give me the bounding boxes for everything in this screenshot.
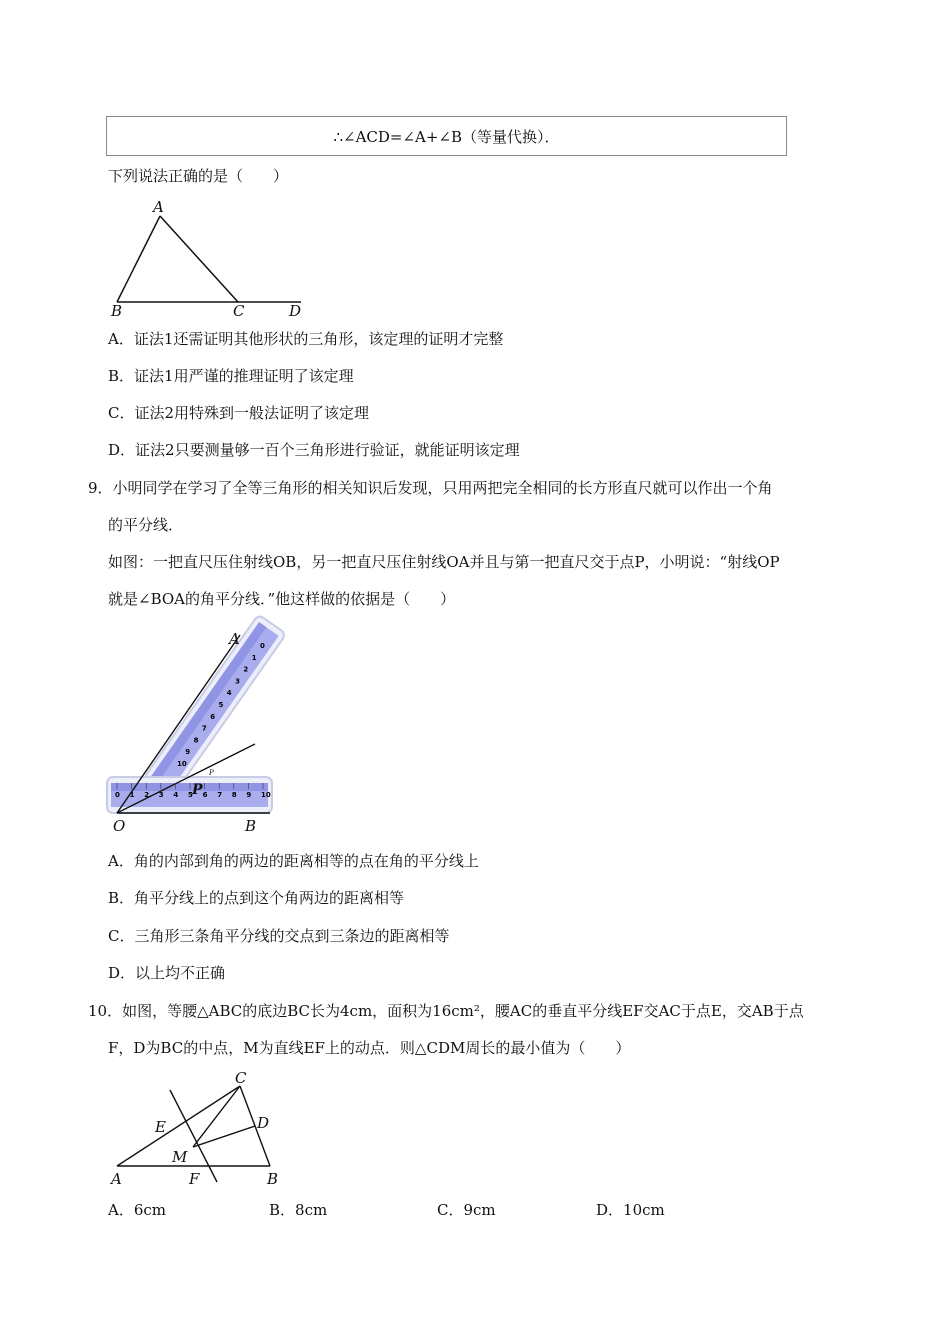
ruler-h-tick-label: 5 — [188, 791, 193, 799]
q8-option-c: C．证法2用特殊到一般法证明了该定理 — [108, 404, 370, 422]
q8-stem: 下列说法正确的是（ ） — [108, 167, 289, 185]
ruler-h-tick-label: 4 — [173, 791, 179, 799]
proof-conclusion-text: ∴∠ACD=∠A+∠B（等量代换）． — [333, 128, 560, 146]
q9-label-p: P — [192, 782, 203, 798]
q8-option-d: D．证法2只要测量够一百个三角形进行验证，就能证明该定理 — [108, 441, 520, 459]
ruler-t-tick-label: 1 — [251, 653, 257, 662]
q9-option-b: B．角平分线上的点到这个角两边的距离相等 — [108, 889, 405, 907]
q9-option-c: C．三角形三条角平分线的交点到三条边的距离相等 — [108, 927, 450, 945]
q10-label-a: A — [111, 1170, 122, 1188]
proof-conclusion-box — [106, 116, 787, 156]
q9-label-a: A — [229, 630, 240, 648]
q10-option-b: B．8cm — [269, 1201, 328, 1219]
q10-label-e: E — [155, 1118, 166, 1136]
q8-label-c: C — [233, 302, 245, 320]
ruler-h-tick-label: 10 — [261, 791, 271, 799]
q8-option-b: B．证法1用严谨的推理证明了该定理 — [108, 367, 354, 385]
ruler-h-tick-label: 9 — [246, 791, 252, 799]
ruler-t-tick-label: 9 — [185, 748, 191, 757]
ruler-t-tick-label: 2 — [243, 665, 249, 674]
ruler-t-tick-label: 8 — [193, 736, 199, 745]
ruler-h-tick-label: 3 — [158, 791, 164, 799]
q9-line-2: 的平分线． — [108, 516, 184, 534]
ruler-h-tick-label: 8 — [231, 791, 237, 799]
q10-label-f: F — [189, 1170, 200, 1188]
q9-line-1: 9．小明同学在学习了全等三角形的相关知识后发现，只用两把完全相同的长方形直尺就可以作出一个角 — [88, 479, 773, 497]
q9-ruler-figure — [105, 626, 290, 836]
q9-line-4: 就是∠BOA的角平分线．”他这样做的依据是（ ） — [108, 590, 456, 608]
ruler-t-tick-label: 3 — [235, 677, 240, 686]
q8-triangle-figure — [105, 196, 315, 321]
ruler-t-tick-label: 4 — [226, 689, 232, 698]
ruler-h-tick-label: 2 — [144, 791, 150, 799]
q9-line-3: 如图：一把直尺压住射线OB，另一把直尺压住射线OA并且与第一把直尺交于点P，小明说：“射线OP — [108, 553, 780, 571]
ruler-t-tick-label: 7 — [201, 724, 207, 733]
q10-label-d: D — [257, 1114, 270, 1132]
ruler-h-tick-label: 7 — [217, 791, 223, 799]
q10-option-d: D．10cm — [596, 1201, 665, 1219]
q10-triangle-figure — [105, 1070, 290, 1190]
tilted-ruler — [144, 614, 287, 797]
q10-option-c: C．9cm — [437, 1201, 496, 1219]
q8-label-a: A — [153, 198, 164, 216]
q10-line-2: F，D为BC的中点，M为直线EF上的动点．则△CDM周长的最小值为（ ） — [108, 1039, 631, 1057]
ruler-h-tick-label: 1 — [129, 791, 135, 799]
q8-label-d: D — [289, 302, 302, 320]
ruler-t-tick-label: 6 — [210, 712, 216, 721]
q9-option-a: A．角的内部到角的两边的距离相等的点在角的平分线上 — [108, 852, 479, 870]
q9-label-b: B — [245, 817, 257, 835]
q10-label-m: M — [172, 1148, 188, 1166]
q9-label-p-small: P — [209, 769, 214, 777]
q8-label-b: B — [111, 302, 123, 320]
ruler-h-tick-label: 0 — [115, 791, 120, 799]
q8-option-a: A．证法1还需证明其他形状的三角形，该定理的证明才完整 — [108, 330, 504, 348]
q10-option-a: A．6cm — [108, 1201, 167, 1219]
q10-label-c: C — [235, 1069, 247, 1087]
q10-line-1: 10．如图，等腰△ABC的底边BC长为4cm，面积为16cm²，腰AC的垂直平分线EF交AC于点E，交AB于点 — [88, 1002, 804, 1020]
ruler-t-tick-label: 10 — [177, 760, 187, 768]
ruler-t-tick-label: 5 — [218, 701, 224, 709]
q10-label-b: B — [267, 1170, 279, 1188]
ruler-h-tick-label: 6 — [202, 791, 208, 799]
q9-option-d: D．以上均不正确 — [108, 964, 226, 982]
q9-label-o: O — [113, 817, 126, 835]
ruler-t-tick-label: 0 — [260, 642, 265, 650]
